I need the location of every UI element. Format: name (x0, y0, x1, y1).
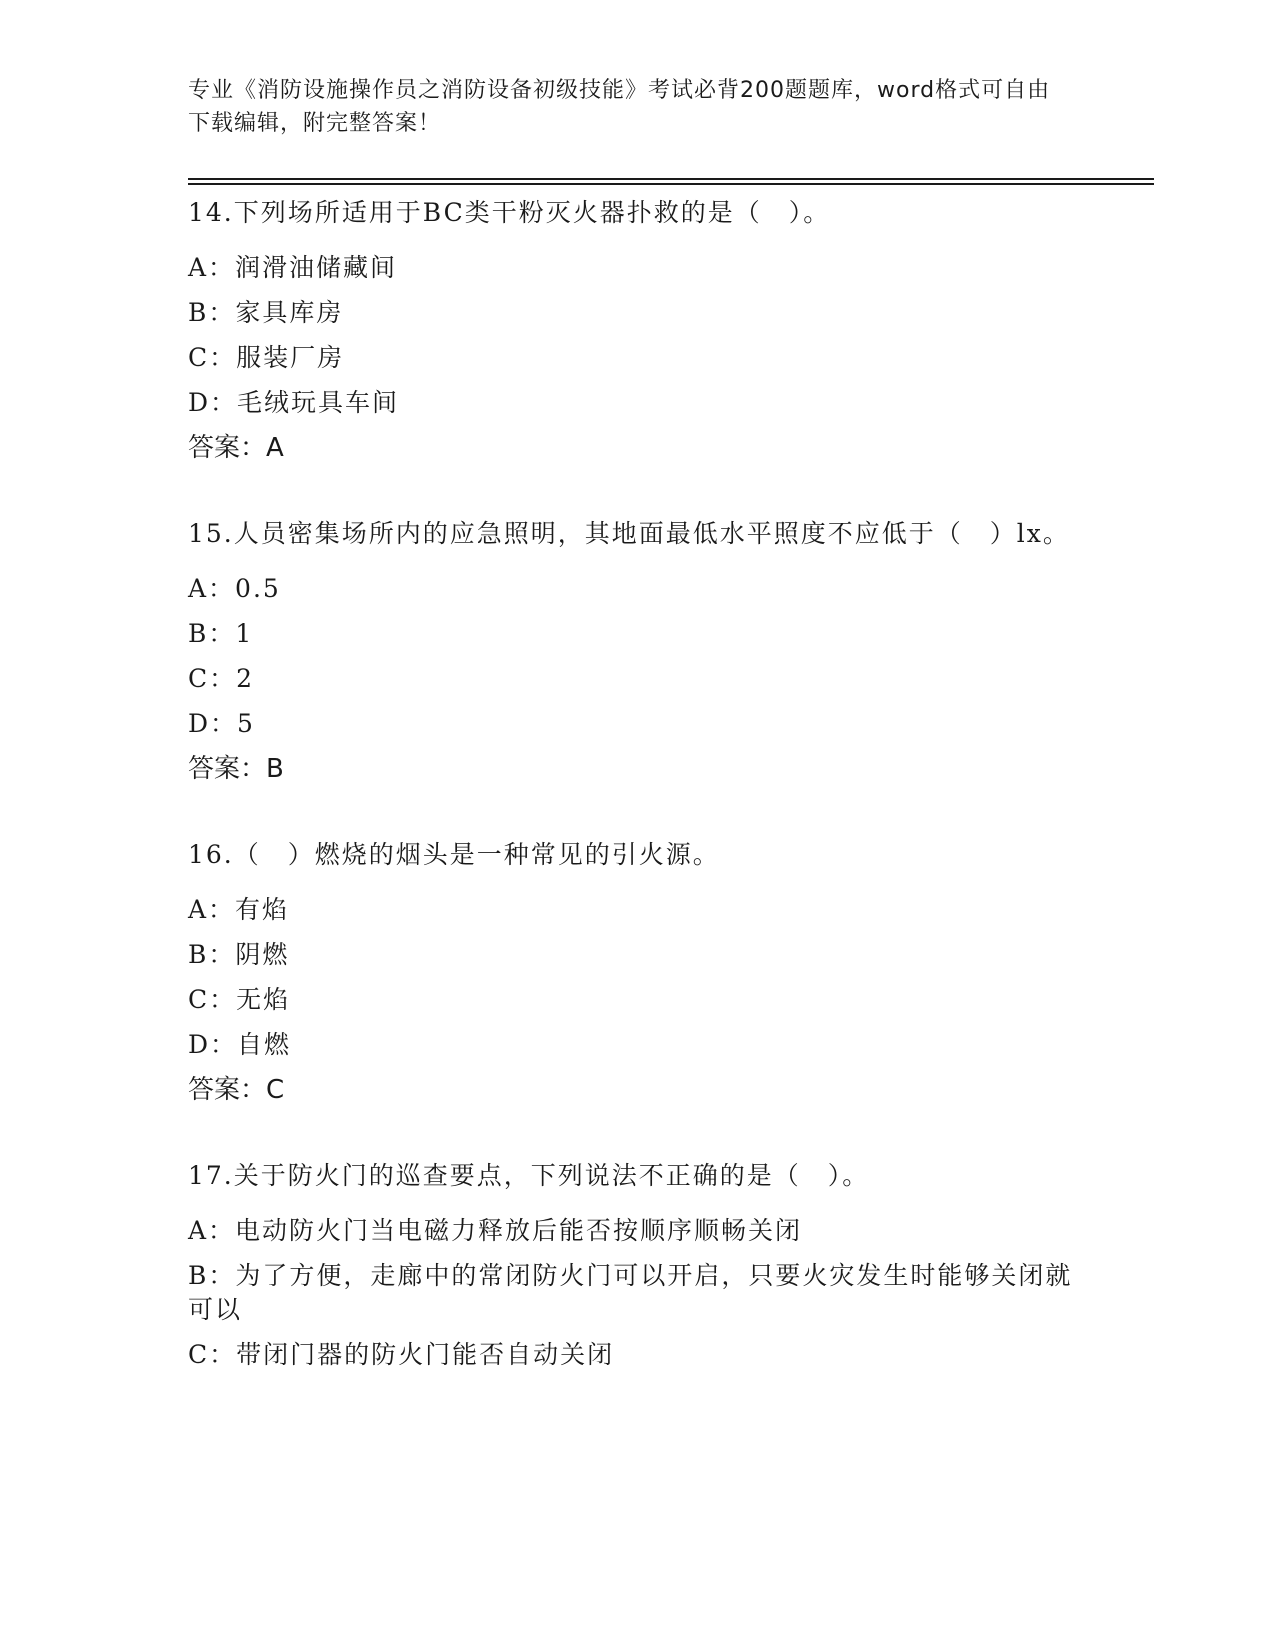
option-c: C：带闭门器的防火门能否自动关闭 (188, 1340, 615, 1369)
question-15 (188, 511, 1088, 786)
option-a: A：0.5 (188, 574, 281, 603)
option-b: B：为了方便，走廊中的常闭防火门可以开启，只要火灾发生时能够关闭就可以 (188, 1261, 1073, 1324)
question-stem: 15.人员密集场所内的应急照明，其地面最低水平照度不应低于（ ）lx。 (188, 519, 1070, 548)
question-stem: 17.关于防火门的巡查要点，下列说法不正确的是（ ）。 (188, 1161, 870, 1190)
question-14 (188, 190, 1088, 465)
option-c: C：2 (188, 664, 255, 693)
question-16 (188, 832, 1088, 1107)
option-b: B：1 (188, 619, 254, 648)
option-a: A：有焰 (188, 895, 290, 924)
option-d: D：5 (188, 709, 255, 738)
option-d: D：毛绒玩具车间 (188, 388, 400, 417)
option-b: B：家具库房 (188, 298, 344, 327)
header-divider-bottom (188, 183, 1154, 185)
option-a: A：电动防火门当电磁力释放后能否按顺序顺畅关闭 (188, 1216, 803, 1245)
header-divider-top (188, 178, 1154, 180)
question-17 (188, 1153, 1088, 1372)
question-stem: 16.（ ）燃烧的烟头是一种常见的引火源。 (188, 840, 720, 869)
question-list (188, 190, 1088, 1383)
document-header (188, 74, 1068, 140)
answer-label: 答案：B (188, 754, 284, 784)
header-text: 专业《消防设施操作员之消防设备初级技能》考试必背200题题库，word格式可自由下载编辑，附完整答案！ (188, 78, 1051, 136)
answer-label: 答案：C (188, 1075, 285, 1105)
option-d: D：自燃 (188, 1030, 292, 1059)
answer-label: 答案：A (188, 433, 284, 463)
option-c: C：服装厂房 (188, 343, 345, 372)
option-c: C：无焰 (188, 985, 291, 1014)
question-stem: 14.下列场所适用于BC类干粉灭火器扑救的是（ ）。 (188, 198, 831, 227)
option-a: A：润滑油储藏间 (188, 253, 398, 282)
option-b: B：阴燃 (188, 940, 290, 969)
